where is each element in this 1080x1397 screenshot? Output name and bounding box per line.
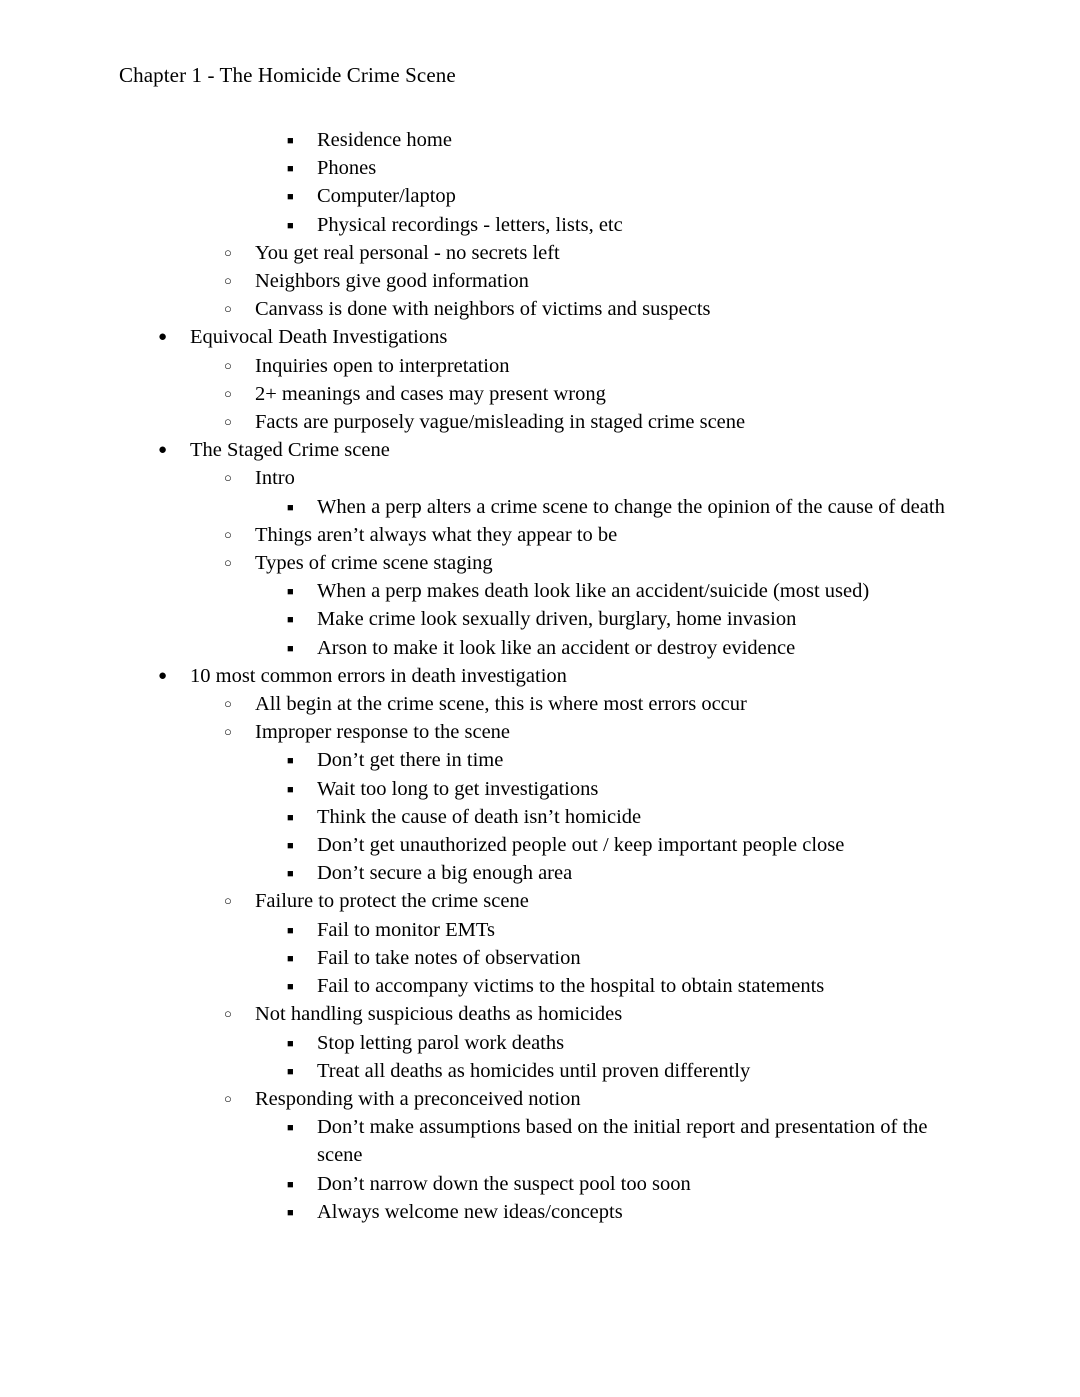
- outline-item-text: You get real personal - no secrets left: [255, 241, 560, 264]
- circle-bullet-icon: ○: [224, 1090, 232, 1106]
- outline-item-text: Fail to take notes of observation: [317, 946, 581, 969]
- outline-item-level-2: [0, 718, 1080, 746]
- circle-bullet-icon: ○: [224, 893, 232, 909]
- page-title: Chapter 1 - The Homicide Crime Scene: [119, 63, 456, 87]
- square-bullet-icon: ■: [287, 868, 294, 881]
- outline-item-level-2: [0, 887, 1080, 915]
- outline-item-text: Things aren’t always what they appear to be: [255, 523, 618, 546]
- square-bullet-icon: ■: [287, 642, 294, 655]
- outline-item-level-2: [0, 521, 1080, 549]
- outline-item-text: Stop letting parol work deaths: [317, 1031, 565, 1054]
- outline-item-level-1: [0, 662, 1080, 690]
- outline-item-level-2: [0, 352, 1080, 380]
- outline-item-level-2: [0, 267, 1080, 295]
- outline-item-text: Neighbors give good information: [255, 270, 529, 293]
- outline-item-level-2: [0, 239, 1080, 267]
- outline-item-level-2: [0, 549, 1080, 577]
- outline-item-level-2: [0, 408, 1080, 436]
- outline-item-text: When a perp alters a crime scene to change the opinion of the cause of death: [317, 495, 945, 518]
- outline-item-level-3: [0, 1029, 1080, 1057]
- outline-item-level-3: [0, 746, 1080, 774]
- square-bullet-icon: ■: [287, 924, 294, 937]
- circle-bullet-icon: ○: [224, 301, 232, 317]
- outline-item-text: Intro: [255, 467, 295, 490]
- square-bullet-icon: ■: [287, 1122, 294, 1135]
- outline-item-level-2: [0, 1000, 1080, 1028]
- outline-item-level-3: [0, 1113, 1080, 1169]
- outline-item-level-3: [0, 634, 1080, 662]
- outline-item-level-2: [0, 690, 1080, 718]
- square-bullet-icon: ■: [287, 135, 294, 147]
- outline-item-text: Failure to protect the crime scene: [255, 890, 529, 913]
- disc-bullet-icon: ●: [158, 329, 168, 346]
- square-bullet-icon: ■: [287, 614, 294, 627]
- outline-item-level-3: [0, 831, 1080, 859]
- outline-item-text: 2+ meanings and cases may present wrong: [255, 382, 606, 405]
- square-bullet-icon: ■: [287, 1178, 294, 1191]
- outline-item-text: Treat all deaths as homicides until proven differently: [317, 1059, 751, 1082]
- outline-item-text: Wait too long to get investigations: [317, 777, 599, 800]
- outline-item-text: Improper response to the scene: [255, 721, 511, 744]
- square-bullet-icon: ■: [287, 755, 294, 768]
- circle-bullet-icon: ○: [224, 470, 232, 486]
- circle-bullet-icon: ○: [224, 385, 232, 401]
- circle-bullet-icon: ○: [224, 244, 232, 260]
- outline-item-text: 10 most common errors in death investigation: [190, 664, 567, 687]
- circle-bullet-icon: ○: [224, 273, 232, 289]
- outline-item-text: Not handling suspicious deaths as homicides: [255, 1003, 623, 1026]
- square-bullet-icon: ■: [287, 981, 294, 994]
- outline-item-level-1: [0, 323, 1080, 351]
- square-bullet-icon: ■: [287, 163, 294, 176]
- outline-item-level-1: [0, 436, 1080, 464]
- outline-item-level-2: [0, 1085, 1080, 1113]
- outline-item-text: Don’t get unauthorized people out / keep important people close: [317, 834, 845, 857]
- outline-item-level-3: [0, 493, 1080, 521]
- outline-item-text: Fail to monitor EMTs: [317, 918, 495, 941]
- circle-bullet-icon: ○: [224, 1006, 232, 1022]
- square-bullet-icon: ■: [287, 1065, 294, 1078]
- square-bullet-icon: ■: [287, 811, 294, 824]
- circle-bullet-icon: ○: [224, 357, 232, 373]
- square-bullet-icon: ■: [287, 586, 294, 599]
- outline-item-text: Canvass is done with neighbors of victims and suspects: [255, 298, 711, 321]
- outline-item-level-3: [0, 154, 1080, 182]
- outline-item-text: Phones: [317, 157, 377, 180]
- outline-item-text: Think the cause of death isn’t homicide: [317, 805, 642, 828]
- square-bullet-icon: ■: [287, 219, 294, 232]
- outline-item-text: Computer/laptop: [317, 185, 456, 208]
- outline-item-text: Don’t make assumptions based on the initial report and presentation of the scene: [317, 1116, 928, 1167]
- square-bullet-icon: ■: [287, 191, 294, 204]
- outline-item-text: Types of crime scene staging: [255, 552, 493, 575]
- outline-item-text: Responding with a preconceived notion: [255, 1087, 581, 1110]
- outline-item-level-2: [0, 464, 1080, 492]
- outline-item-level-3: [0, 577, 1080, 605]
- outline-item-text: Don’t narrow down the suspect pool too soon: [317, 1172, 691, 1195]
- outline-item-text: The Staged Crime scene: [190, 439, 390, 462]
- outline-item-text: All begin at the crime scene, this is where most errors occur: [255, 693, 747, 716]
- circle-bullet-icon: ○: [224, 696, 232, 712]
- outline-item-text: Arson to make it look like an accident or destroy evidence: [317, 636, 796, 659]
- outline-item-level-3: [0, 916, 1080, 944]
- outline-item-text: Make crime look sexually driven, burglary, home invasion: [317, 608, 797, 631]
- outline-list: [0, 126, 1080, 1226]
- outline-item-level-3: [0, 605, 1080, 633]
- circle-bullet-icon: ○: [224, 555, 232, 571]
- outline-item-level-3: [0, 1057, 1080, 1085]
- circle-bullet-icon: ○: [224, 526, 232, 542]
- outline-item-level-2: [0, 380, 1080, 408]
- disc-bullet-icon: ●: [158, 442, 168, 459]
- circle-bullet-icon: ○: [224, 414, 232, 430]
- circle-bullet-icon: ○: [224, 724, 232, 740]
- disc-bullet-icon: ●: [158, 667, 168, 684]
- outline-item-text: When a perp makes death look like an accident/suicide (most used): [317, 580, 870, 603]
- outline-item-text: Residence home: [317, 129, 452, 151]
- square-bullet-icon: ■: [287, 783, 294, 796]
- outline-item-text: Don’t secure a big enough area: [317, 862, 573, 885]
- outline-item-text: Always welcome new ideas/concepts: [317, 1200, 623, 1223]
- outline-item-level-3: [0, 972, 1080, 1000]
- outline-item-level-3: [0, 775, 1080, 803]
- outline-item-level-3: [0, 859, 1080, 887]
- square-bullet-icon: ■: [287, 952, 294, 965]
- square-bullet-icon: ■: [287, 840, 294, 853]
- outline-item-level-3: [0, 126, 1080, 154]
- outline-item-level-2: [0, 295, 1080, 323]
- square-bullet-icon: ■: [287, 1206, 294, 1219]
- outline-item-level-3: [0, 211, 1080, 239]
- square-bullet-icon: ■: [287, 501, 294, 514]
- outline-item-level-3: [0, 1198, 1080, 1226]
- outline-item-level-3: [0, 803, 1080, 831]
- outline-item-text: Equivocal Death Investigations: [190, 326, 448, 349]
- outline-item-text: Facts are purposely vague/misleading in staged crime scene: [255, 411, 746, 434]
- outline-item-text: Physical recordings - letters, lists, etc: [317, 213, 623, 236]
- square-bullet-icon: ■: [287, 1037, 294, 1050]
- outline-item-text: Don’t get there in time: [317, 749, 504, 772]
- outline-item-level-3: [0, 182, 1080, 210]
- outline-item-level-3: [0, 1170, 1080, 1198]
- outline-item-level-3: [0, 944, 1080, 972]
- outline-item-text: Fail to accompany victims to the hospital to obtain statements: [317, 975, 825, 998]
- outline-item-text: Inquiries open to interpretation: [255, 354, 510, 377]
